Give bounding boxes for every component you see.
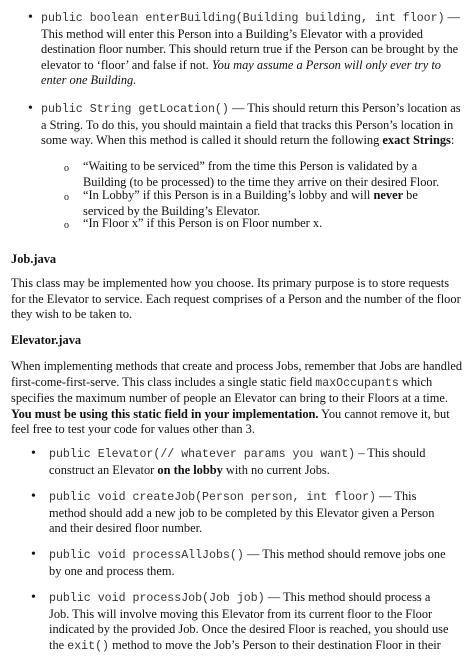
method-description: This method will enter this Person into a Building’s Elevator with a provided destination floor number. This should return true if the Person can be brought by the elevator to ‘floor’ and false if not.: [41, 26, 459, 72]
job-description: This class may be implemented how you choose. Its primary purpose is to store requests for the Elevator to service. Each request comprises of a Person and the number of the floor they wish to be taken to.: [11, 276, 461, 322]
exact-strings-label: exact Strings: [382, 133, 451, 148]
method-signature: public boolean enterBuilding(Building building, int floor): [41, 12, 445, 25]
bullet-icon: •: [31, 489, 36, 504]
dash: —: [444, 10, 461, 24]
dash: —: [376, 489, 395, 503]
elevator-description: [11, 359, 463, 438]
bullet-icon: •: [31, 446, 36, 461]
bullet-icon: •: [28, 10, 33, 25]
create-job-item: [49, 489, 449, 537]
method-description: This should return this Person’s location as a String. To do this, you should maintain a field that tracks this Person’s location in some way. When this method is called it should return the following: [41, 101, 461, 148]
location-string-waiting: “Waiting to be serviced” from the time this Person is validated by a Building (to be processed) to the time they arrive on their desired Floor.: [83, 159, 440, 189]
bullet-icon: •: [31, 590, 36, 605]
method-note: You may assume a Person will only ever try to enter one Building.: [41, 57, 441, 88]
elevator-heading: Elevator.java: [11, 333, 82, 347]
dash: –: [355, 446, 368, 460]
exit-method-code: exit(): [67, 639, 109, 653]
process-job-text-pre: This method should process a Job. This will involve moving this Elevator from its current floor to the Floor indicated by the provided Job. Once the desired Floor is reached, you should use the: [49, 590, 449, 652]
get-location-item: [41, 101, 461, 149]
static-field-emphasis: You must be using this static field in your implementation.: [11, 406, 319, 421]
method-description: This method should add a new job to be completed by this Elevator given a Person and their desired floor number.: [49, 489, 435, 536]
dash: —: [243, 547, 263, 561]
dash: —: [228, 101, 248, 115]
elevator-text-mid: which specifies the maximum number of people an Elevator can bring to their Floors at a time.: [11, 374, 448, 406]
constructor-item: [49, 446, 449, 478]
constructor-text-pre: This should construct an Elevator: [49, 446, 426, 477]
max-occupants-code: maxOccupants: [315, 376, 399, 390]
sub-bullet-icon: o: [64, 163, 69, 174]
process-all-jobs-item: [49, 547, 449, 579]
lobby-emphasis: on the lobby: [157, 462, 223, 477]
elevator-text-post: You cannot remove it, but feel free to test your code for values other than 3.: [11, 406, 450, 437]
location-string-lobby: [83, 188, 443, 219]
sub-bullet-icon: o: [64, 192, 69, 203]
job-heading: Job.java: [11, 252, 57, 266]
method-signature: public Elevator(// whatever params you want): [49, 448, 356, 461]
location-string-floor: “In Floor x” if this Person is on Floor number x.: [83, 216, 323, 230]
method-signature: public void processJob(Job job): [49, 592, 265, 605]
dash: —: [264, 590, 284, 604]
process-job-item: [49, 590, 449, 654]
enter-building-item: [41, 10, 461, 89]
lobby-text-post: be serviced by the Building’s Elevator.: [83, 188, 418, 218]
method-signature: public void createJob(Person person, int floor): [49, 491, 376, 504]
process-job-text-post: method to move the Job’s Person to their destination Floor in their: [109, 637, 441, 652]
constructor-text-post: with no current Jobs.: [222, 462, 330, 477]
sub-bullet-icon: o: [64, 220, 69, 231]
colon: :: [450, 133, 455, 148]
method-signature: public void processAllJobs(): [49, 549, 244, 562]
bullet-icon: •: [31, 547, 36, 562]
lobby-text-pre: “In Lobby” if this Person is in a Building’s lobby and will: [83, 188, 374, 202]
elevator-text-pre: When implementing methods that create and process Jobs, remember that Jobs are handled first-come-first-serve. This class includes a single static field: [11, 359, 463, 389]
method-signature: public String getLocation(): [41, 103, 229, 116]
bullet-icon: •: [28, 101, 33, 116]
never-emphasis: never: [373, 188, 404, 202]
method-description: This method should remove jobs one by one and process them.: [49, 547, 446, 578]
